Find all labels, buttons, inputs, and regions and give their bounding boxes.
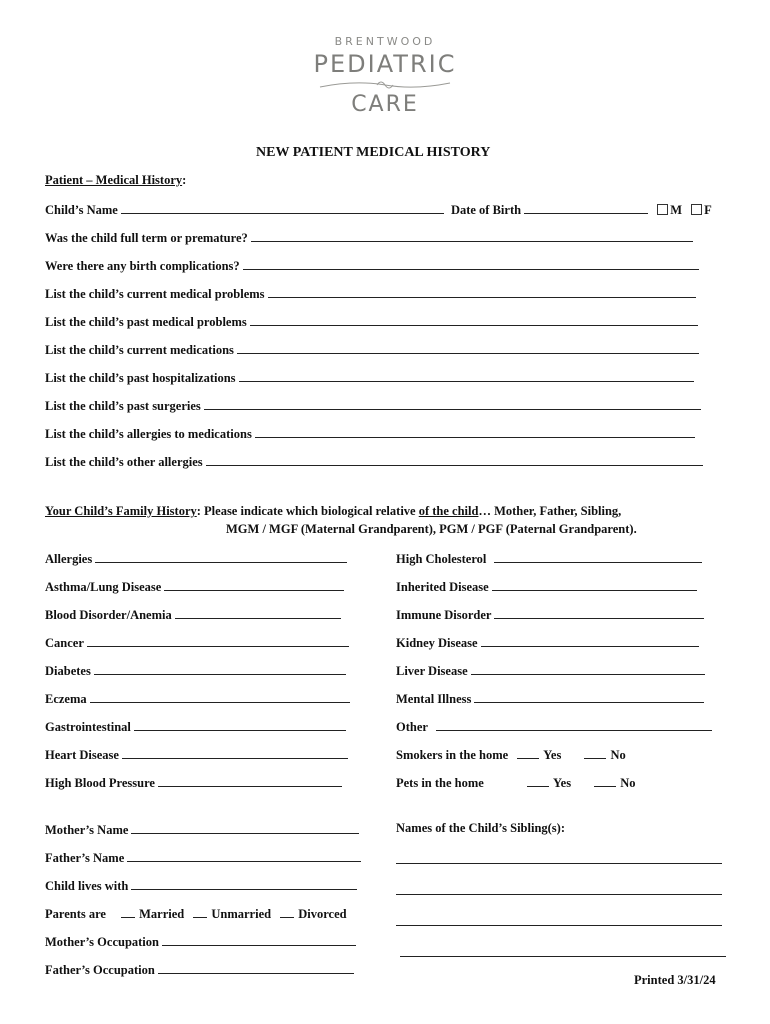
question-field[interactable] — [239, 370, 694, 382]
condition-field[interactable] — [471, 663, 705, 675]
condition-field[interactable] — [90, 691, 350, 703]
condition-label: High Blood Pressure — [45, 776, 155, 790]
condition-label: Allergies — [45, 552, 93, 566]
family-intro-b: of the child — [418, 504, 479, 518]
father-name-row — [45, 850, 361, 866]
question-label: List the child’s past surgeries — [45, 399, 201, 413]
smokers-no-label: No — [610, 748, 626, 762]
condition-field[interactable] — [87, 635, 349, 647]
question-label: Was the child full term or premature? — [45, 231, 248, 245]
family-right-row — [396, 635, 699, 651]
question-label: List the child’s current medical problems — [45, 287, 265, 301]
family-right-row — [396, 579, 697, 595]
smokers-yes-blank[interactable] — [517, 747, 539, 759]
sibling-field[interactable] — [396, 924, 722, 926]
family-left-row — [45, 607, 341, 623]
family-right-row — [396, 691, 704, 707]
question-label: Were there any birth complications? — [45, 259, 240, 273]
child-lives-row — [45, 878, 357, 894]
pets-yes-label: Yes — [553, 776, 572, 790]
condition-field[interactable] — [474, 691, 704, 703]
sibling-field[interactable] — [396, 893, 722, 895]
parents-are-label: Parents are — [45, 907, 106, 921]
question-field[interactable] — [251, 230, 693, 242]
smokers-no-blank[interactable] — [584, 747, 606, 759]
condition-label: Liver Disease — [396, 664, 468, 678]
family-left-row — [45, 635, 349, 651]
condition-field[interactable] — [95, 551, 347, 563]
sex-f-label: F — [704, 203, 712, 217]
condition-field[interactable] — [494, 551, 702, 563]
condition-label: Gastrointestinal — [45, 720, 131, 734]
page-title: NEW PATIENT MEDICAL HISTORY — [256, 145, 491, 160]
logo-middle-text: PEDIATRIC — [313, 50, 457, 78]
question-row — [45, 314, 698, 330]
patient-heading — [45, 173, 186, 188]
unmarried-blank[interactable] — [193, 906, 207, 918]
question-field[interactable] — [255, 426, 695, 438]
child-lives-field[interactable] — [131, 878, 357, 890]
sex-m-checkbox[interactable] — [657, 204, 668, 215]
family-intro-c: … Mother, Father, Sibling, — [478, 504, 622, 518]
patient-heading-colon: : — [182, 173, 187, 187]
logo-bottom-text: CARE — [351, 92, 419, 117]
childs-name-label: Child’s Name — [45, 203, 118, 217]
smokers-yes-label: Yes — [543, 748, 562, 762]
patient-heading-text: Patient – Medical History — [45, 173, 183, 187]
mother-occupation-label: Mother’s Occupation — [45, 935, 159, 949]
childs-name-row — [45, 202, 712, 218]
condition-field[interactable] — [158, 775, 342, 787]
family-left-row — [45, 579, 344, 595]
father-occupation-row — [45, 962, 354, 978]
family-intro-a: : Please indicate which biological relative — [196, 504, 419, 518]
brentwood-logo — [300, 32, 470, 122]
question-row — [45, 426, 695, 442]
parents-are-row — [45, 906, 347, 922]
condition-label: High Cholesterol — [396, 552, 487, 566]
question-row — [45, 398, 701, 414]
condition-field[interactable] — [134, 719, 346, 731]
condition-field[interactable] — [481, 635, 699, 647]
condition-field[interactable] — [494, 607, 704, 619]
pets-row — [396, 775, 635, 791]
dob-label: Date of Birth — [450, 203, 522, 217]
smokers-label: Smokers in the home — [396, 748, 509, 762]
family-right-row — [396, 607, 704, 623]
married-label: Married — [139, 907, 185, 921]
father-occupation-label: Father’s Occupation — [45, 963, 155, 977]
mother-name-field[interactable] — [131, 822, 359, 834]
mother-name-label: Mother’s Name — [45, 823, 129, 837]
pets-label: Pets in the home — [396, 776, 484, 790]
married-blank[interactable] — [121, 906, 135, 918]
question-field[interactable] — [206, 454, 703, 466]
family-right-row — [396, 719, 712, 735]
condition-label: Blood Disorder/Anemia — [45, 608, 172, 622]
father-occupation-field[interactable] — [158, 962, 354, 974]
unmarried-label: Unmarried — [211, 907, 272, 921]
family-left-row — [45, 747, 348, 763]
condition-label: Heart Disease — [45, 748, 119, 762]
question-label: List the child’s past hospitalizations — [45, 371, 236, 385]
question-field[interactable] — [268, 286, 696, 298]
family-left-row — [45, 719, 346, 735]
sibling-field[interactable] — [396, 862, 722, 864]
family-right-row — [396, 551, 702, 567]
family-left-row — [45, 691, 350, 707]
condition-label: Inherited Disease — [396, 580, 489, 594]
sex-f-checkbox[interactable] — [691, 204, 702, 215]
family-left-row — [45, 663, 346, 679]
condition-label: Mental Illness — [396, 692, 472, 706]
family-right-row — [396, 663, 705, 679]
condition-field[interactable] — [492, 579, 697, 591]
question-label: List the child’s other allergies — [45, 455, 203, 469]
question-label: List the child’s allergies to medications — [45, 427, 252, 441]
question-label: List the child’s past medical problems — [45, 315, 247, 329]
condition-label: Kidney Disease — [396, 636, 478, 650]
family-heading — [45, 504, 621, 519]
pets-yes-blank[interactable] — [527, 775, 549, 787]
question-field[interactable] — [204, 398, 701, 410]
divorced-label: Divorced — [298, 907, 347, 921]
question-row — [45, 286, 696, 302]
condition-label: Diabetes — [45, 664, 91, 678]
question-field[interactable] — [250, 314, 698, 326]
siblings-label: Names of the Child’s Sibling(s): — [396, 821, 565, 835]
condition-label: Immune Disorder — [396, 608, 492, 622]
childs-name-field[interactable] — [121, 202, 444, 214]
child-lives-label: Child lives with — [45, 879, 129, 893]
printed-date: Printed 3/31/24 — [634, 973, 716, 987]
divorced-blank[interactable] — [280, 906, 294, 918]
mother-occupation-field[interactable] — [162, 934, 356, 946]
question-row — [45, 454, 703, 470]
condition-label: Cancer — [45, 636, 84, 650]
mother-name-row — [45, 822, 359, 838]
sex-m-label: M — [670, 203, 682, 217]
condition-field[interactable] — [175, 607, 341, 619]
condition-field[interactable] — [94, 663, 346, 675]
question-field[interactable] — [237, 342, 699, 354]
question-field[interactable] — [243, 258, 699, 270]
pets-no-label: No — [620, 776, 636, 790]
father-name-field[interactable] — [127, 850, 361, 862]
family-left-row — [45, 775, 342, 791]
dob-field[interactable] — [524, 202, 648, 214]
mother-occupation-row — [45, 934, 356, 950]
condition-field[interactable] — [122, 747, 348, 759]
condition-field[interactable] — [436, 719, 712, 731]
condition-field[interactable] — [164, 579, 344, 591]
family-heading-text: Your Child’s Family History — [45, 504, 197, 518]
family-intro-line2: MGM / MGF (Maternal Grandparent), PGM / PGF (Paternal Grandparent). — [226, 522, 637, 536]
sibling-field[interactable] — [400, 955, 726, 957]
question-row — [45, 342, 699, 358]
condition-label: Asthma/Lung Disease — [45, 580, 162, 594]
smokers-row — [396, 747, 626, 763]
condition-label: Other — [396, 720, 428, 734]
father-name-label: Father’s Name — [45, 851, 125, 865]
question-row — [45, 258, 699, 274]
logo-swash-icon — [315, 78, 455, 92]
family-left-row — [45, 551, 347, 567]
logo-top-text: BRENTWOOD — [334, 35, 436, 48]
condition-label: Eczema — [45, 692, 87, 706]
question-label: List the child’s current medications — [45, 343, 234, 357]
question-row — [45, 370, 694, 386]
question-row — [45, 230, 693, 246]
pets-no-blank[interactable] — [594, 775, 616, 787]
